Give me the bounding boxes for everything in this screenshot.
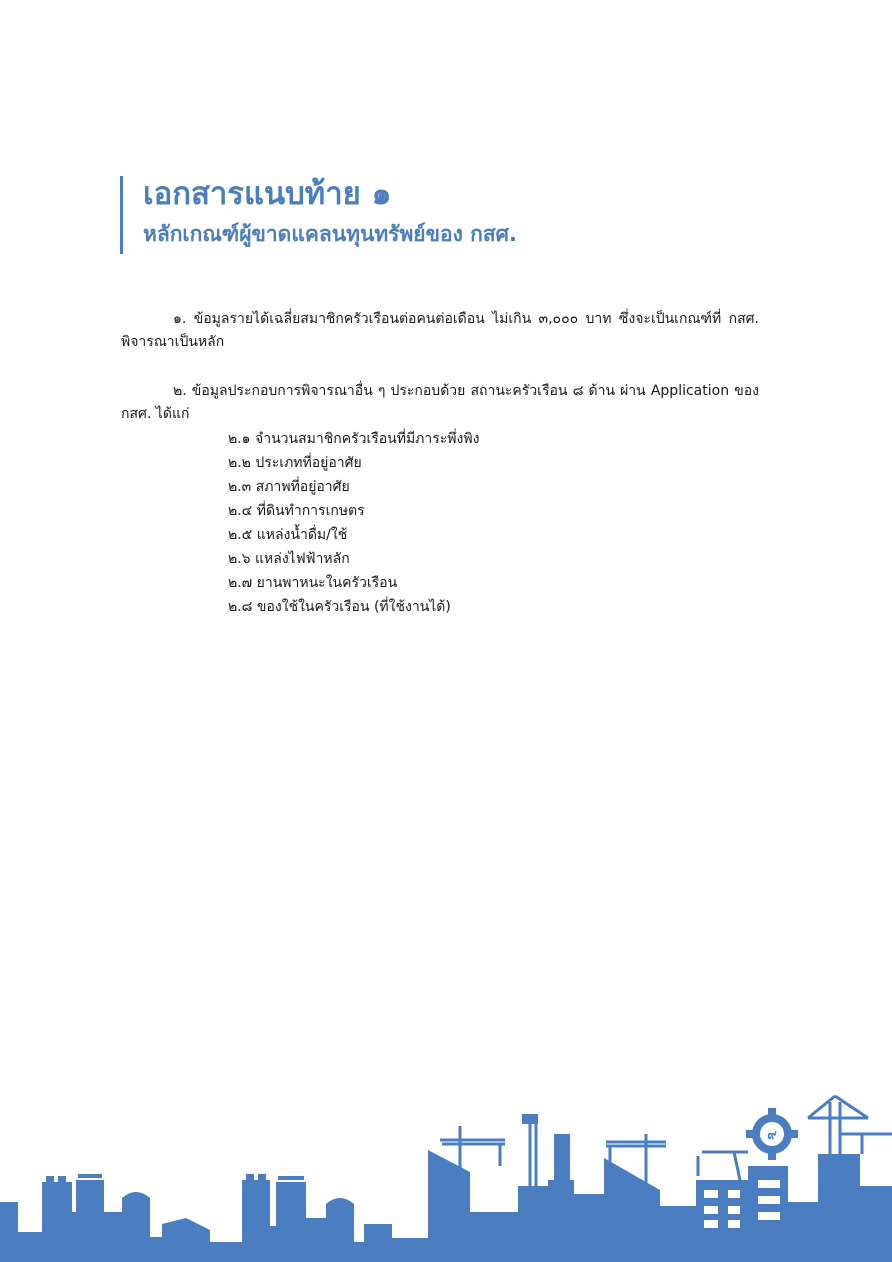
list-item: ๒.๖ แหล่งไฟฟ้าหลัก: [228, 551, 350, 567]
list-item: ๒.๘ ของใช้ในครัวเรือน (ที่ใช้งานได้): [228, 599, 451, 615]
page-subtitle: หลักเกณฑ์ผู้ขาดแคลนทุนทรัพย์ของ กสศ.: [143, 222, 517, 246]
paragraph-household-status: [121, 380, 759, 426]
paragraph-1-text: ๑. ข้อมูลรายได้เฉลี่ยสมาชิกครัวเรือนต่อคนต่อเดือน ไม่เกิน ๓,๐๐๐ บาท ซึ่งจะเป็นเกณฑ์ที่ กสศ. พิจารณาเป็นหลัก: [121, 311, 759, 350]
list-item: ๒.๓ สภาพที่อยู่อาศัย: [228, 479, 350, 495]
list-item: ๒.๔ ที่ดินทำการเกษตร: [228, 503, 365, 519]
title-block: [120, 176, 823, 254]
gear-icon: [746, 1108, 798, 1160]
list-item: ๒.๑ จำนวนสมาชิกครัวเรือนที่มีภาระพึ่งพิง: [228, 431, 480, 447]
page-number: ๙: [767, 1128, 777, 1143]
page-title: เอกสารแนบท้าย ๑: [143, 176, 392, 212]
paragraph-2-text: ๒. ข้อมูลประกอบการพิจารณาอื่น ๆ ประกอบด้วย สถานะครัวเรือน ๘ ด้าน ผ่าน Application ของ กสศ. ได้แก่: [121, 383, 759, 422]
list-item: ๒.๗ ยานพาหนะในครัวเรือน: [228, 575, 398, 591]
list-item: ๒.๒ ประเภทที่อยู่อาศัย: [228, 455, 362, 471]
city-skyline-illustration: [0, 1062, 892, 1262]
paragraph-income-criteria: [121, 308, 759, 354]
list-item: ๒.๕ แหล่งน้ำดื่ม/ใช้: [228, 527, 348, 543]
household-status-list: [228, 427, 479, 619]
